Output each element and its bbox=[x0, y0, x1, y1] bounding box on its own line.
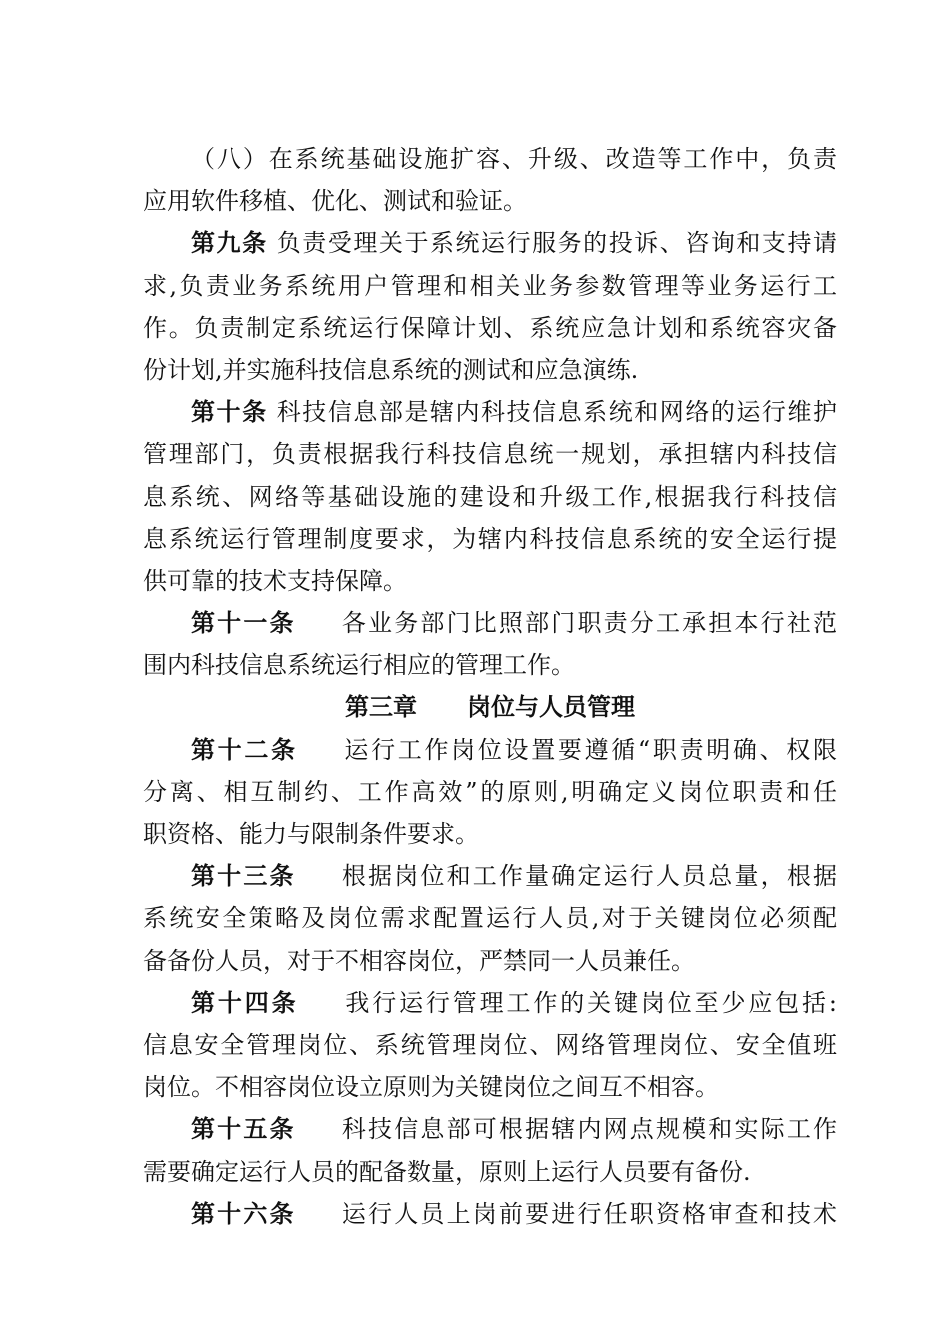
chapter-title: 岗位与人员管理 bbox=[467, 693, 635, 722]
text-line bbox=[143, 222, 837, 264]
article-label: 第十条 bbox=[191, 398, 268, 427]
chapter-number: 第三章 bbox=[345, 693, 417, 722]
paragraph bbox=[143, 1193, 837, 1235]
text-line bbox=[143, 391, 837, 433]
line-text: 运行工作岗位设置要遵循“职责明确、权限 bbox=[341, 735, 837, 764]
text-line bbox=[143, 1024, 837, 1066]
paragraph bbox=[143, 729, 837, 856]
line-text: 息系统、网络等基础设施的建设和升级工作,根据我行科技信 bbox=[143, 482, 837, 511]
line-text: 管理部门，负责根据我行科技信息统一规划，承担辖内科技信 bbox=[143, 440, 837, 469]
paragraph bbox=[143, 602, 837, 686]
line-text: 份计划,并实施科技信息系统的测试和应急演练. bbox=[143, 355, 639, 384]
line-text: 各业务部门比照部门职责分工承担本行社范 bbox=[339, 609, 837, 638]
line-text: 供可靠的技术支持保障。 bbox=[143, 566, 407, 595]
line-text: 系统安全策略及岗位需求配置运行人员,对于关键岗位必须配 bbox=[143, 904, 837, 933]
text-line bbox=[143, 349, 837, 391]
line-text: 岗位。不相容岗位设立原则为关键岗位之间互不相容。 bbox=[143, 1073, 719, 1102]
text-line bbox=[143, 476, 837, 518]
paragraphs-after bbox=[143, 729, 837, 1235]
line-text: 我行运行管理工作的关键岗位至少应包括: bbox=[342, 988, 837, 1017]
paragraph bbox=[143, 222, 837, 391]
article-label: 第九条 bbox=[191, 229, 268, 258]
paragraph bbox=[143, 138, 837, 222]
article-label: 第十六条 bbox=[191, 1199, 296, 1228]
text-line bbox=[143, 1066, 837, 1108]
text-line bbox=[143, 265, 837, 307]
line-text: 职资格、能力与限制条件要求。 bbox=[143, 820, 479, 848]
article-label: 第十四条 bbox=[191, 988, 299, 1017]
article-label: 第十一条 bbox=[191, 609, 296, 638]
line-text: 息系统运行管理制度要求，为辖内科技信息系统的安全运行提 bbox=[143, 524, 837, 553]
text-line bbox=[143, 307, 837, 349]
paragraph bbox=[143, 855, 837, 982]
line-text: 科技信息部可根据辖内网点规模和实际工作 bbox=[339, 1115, 837, 1144]
paragraph bbox=[143, 982, 837, 1109]
text-line bbox=[143, 813, 837, 855]
document-body bbox=[143, 138, 837, 1235]
text-line bbox=[143, 897, 837, 939]
text-line bbox=[143, 729, 837, 771]
paragraph bbox=[143, 1108, 837, 1192]
text-line bbox=[143, 855, 837, 897]
text-line bbox=[143, 1151, 837, 1193]
line-text: 运行人员上岗前要进行任职资格审查和技术 bbox=[339, 1199, 837, 1228]
text-line bbox=[143, 1193, 837, 1235]
line-text: 应用软件移植、优化、测试和验证。 bbox=[143, 187, 527, 216]
text-line bbox=[143, 560, 837, 602]
article-label: 第十三条 bbox=[191, 862, 296, 891]
line-text: 信息安全管理岗位、系统管理岗位、网络管理岗位、安全值班 bbox=[143, 1030, 837, 1059]
article-label: 第十二条 bbox=[191, 735, 298, 764]
text-line bbox=[143, 771, 837, 813]
line-text: 需要确定运行人员的配备数量，原则上运行人员要有备份. bbox=[143, 1157, 751, 1186]
text-line bbox=[143, 518, 837, 560]
line-text: 作。负责制定系统运行保障计划、系统应急计划和系统容灾备 bbox=[143, 313, 837, 342]
paragraph bbox=[143, 391, 837, 602]
text-line bbox=[143, 644, 837, 686]
text-line bbox=[143, 982, 837, 1024]
paragraphs-before bbox=[143, 138, 837, 686]
line-text: 备备份人员，对于不相容岗位，严禁同一人员兼任。 bbox=[143, 946, 695, 975]
line-text: 分离、相互制约、工作高效”的原则,明确定义岗位职责和任 bbox=[143, 777, 837, 806]
text-line bbox=[143, 138, 837, 180]
line-text: 求,负责业务系统用户管理和相关业务参数管理等业务运行工 bbox=[143, 271, 837, 300]
text-line bbox=[143, 940, 837, 982]
line-text: 围内科技信息系统运行相应的管理工作。 bbox=[143, 651, 575, 680]
line-text: （八）在系统基础设施扩容、升级、改造等工作中，负责 bbox=[191, 145, 837, 173]
line-text: 负责受理关于系统运行服务的投诉、咨询和支持请 bbox=[267, 229, 837, 258]
text-line bbox=[143, 602, 837, 644]
text-line bbox=[143, 180, 837, 222]
chapter-heading bbox=[143, 686, 837, 728]
text-line bbox=[143, 433, 837, 475]
line-text: 科技信息部是辖内科技信息系统和网络的运行维护 bbox=[267, 398, 837, 427]
text-line bbox=[143, 1108, 837, 1150]
article-label: 第十五条 bbox=[191, 1115, 296, 1144]
line-text: 根据岗位和工作量确定运行人员总量，根据 bbox=[339, 862, 837, 891]
